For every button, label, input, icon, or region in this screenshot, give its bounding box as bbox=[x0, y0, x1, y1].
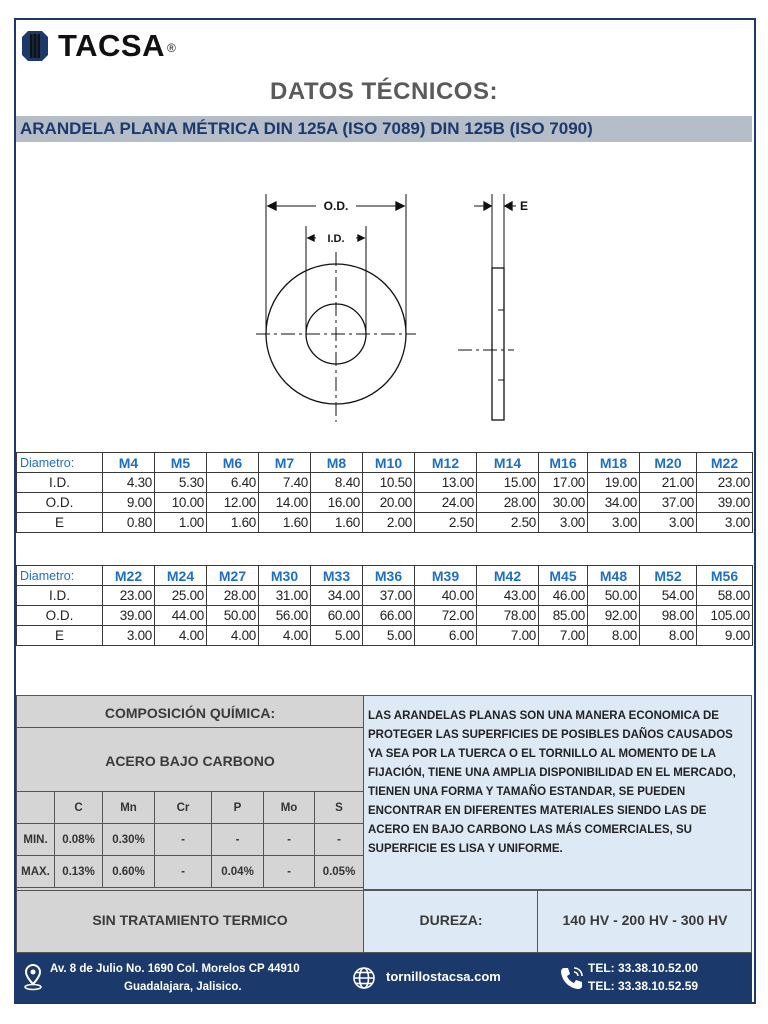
row-label: I.D. bbox=[17, 473, 103, 493]
dimension-value: 37.00 bbox=[640, 493, 697, 513]
dimension-value: 5.00 bbox=[311, 626, 363, 646]
registered-mark: ® bbox=[166, 41, 176, 55]
dimension-value: 10.50 bbox=[363, 473, 415, 493]
dimension-value: 4.00 bbox=[207, 626, 259, 646]
size-header: M8 bbox=[311, 453, 363, 473]
page-title: DATOS TÉCNICOS: bbox=[270, 78, 498, 105]
globe-icon bbox=[352, 966, 376, 990]
max-value: - bbox=[155, 856, 212, 888]
element-header: Mn bbox=[103, 792, 155, 824]
dimension-value: 2.50 bbox=[415, 513, 477, 533]
dimension-value: 105.00 bbox=[697, 606, 753, 626]
element-header: P bbox=[212, 792, 264, 824]
dimension-value: 9.00 bbox=[103, 493, 155, 513]
dimension-value: 1.60 bbox=[207, 513, 259, 533]
od-label: O.D. bbox=[323, 199, 349, 213]
dimension-value: 1.60 bbox=[311, 513, 363, 533]
address-line-1: Av. 8 de Julio No. 1690 Col. Morelos CP 44910 bbox=[50, 963, 300, 975]
heat-treatment: SIN TRATAMIENTO TERMICO bbox=[92, 912, 288, 928]
dimension-value: 5.30 bbox=[155, 473, 207, 493]
size-header: M33 bbox=[311, 566, 363, 586]
dimension-value: 20.00 bbox=[363, 493, 415, 513]
dimension-value: 78.00 bbox=[477, 606, 539, 626]
size-header: M14 bbox=[477, 453, 539, 473]
size-header: M52 bbox=[640, 566, 697, 586]
table-row bbox=[17, 626, 753, 646]
size-header: M18 bbox=[588, 453, 640, 473]
row-label: O.D. bbox=[17, 493, 103, 513]
product-subtitle: ARANDELA PLANA MÉTRICA DIN 125A (ISO 7089) DIN 125B (ISO 7090) bbox=[20, 119, 593, 138]
size-header: M22 bbox=[103, 566, 155, 586]
id-label: I.D. bbox=[327, 233, 345, 245]
dimension-value: 23.00 bbox=[103, 586, 155, 606]
dimension-value: 39.00 bbox=[103, 606, 155, 626]
dimension-value: 44.00 bbox=[155, 606, 207, 626]
size-header: M16 bbox=[539, 453, 588, 473]
size-header-row bbox=[17, 453, 753, 473]
dimension-value: 17.00 bbox=[539, 473, 588, 493]
phone-number-1[interactable]: TEL: 33.38.10.52.00 bbox=[588, 961, 699, 975]
dimension-value: 34.00 bbox=[311, 586, 363, 606]
max-value: 0.04% bbox=[212, 856, 264, 888]
dimension-value: 3.00 bbox=[640, 513, 697, 533]
chem-row-min bbox=[17, 824, 364, 856]
dimension-value: 8.40 bbox=[311, 473, 363, 493]
washer-diagram bbox=[250, 188, 530, 438]
dimension-value: 4.00 bbox=[155, 626, 207, 646]
dimension-value: 6.40 bbox=[207, 473, 259, 493]
dimension-value: 72.00 bbox=[415, 606, 477, 626]
size-header: M45 bbox=[539, 566, 588, 586]
hardness-label: DUREZA: bbox=[419, 912, 483, 928]
dimension-value: 30.00 bbox=[539, 493, 588, 513]
dimension-value: 25.00 bbox=[155, 586, 207, 606]
dimension-value: 98.00 bbox=[640, 606, 697, 626]
dimension-value: 8.00 bbox=[640, 626, 697, 646]
table-row bbox=[17, 473, 753, 493]
bolt-logo-icon bbox=[20, 29, 50, 63]
dimension-value: 43.00 bbox=[477, 586, 539, 606]
size-header: M22 bbox=[697, 453, 753, 473]
website-link[interactable]: tornillostacsa.com bbox=[386, 969, 501, 984]
dimension-value: 9.00 bbox=[697, 626, 753, 646]
material-name: ACERO BAJO CARBONO bbox=[105, 753, 275, 769]
row-label: O.D. bbox=[17, 606, 103, 626]
dimension-value: 28.00 bbox=[207, 586, 259, 606]
diameter-label: Diametro: bbox=[17, 453, 103, 473]
row-label: I.D. bbox=[17, 586, 103, 606]
dimension-value: 92.00 bbox=[588, 606, 640, 626]
dimension-value: 46.00 bbox=[539, 586, 588, 606]
size-header: M24 bbox=[155, 566, 207, 586]
dimension-value: 56.00 bbox=[259, 606, 311, 626]
product-description: LAS ARANDELAS PLANAS SON UNA MANERA ECONOMICA DE PROTEGER LAS SUPERFICIES DE POSIBLES DAÑOS CAUSADOS YA SEA POR LA TUERCA O EL TORNILLO AL MOMENTO DE LA FIJACIÓN, TIENE UNA AMPLIA DISPONIBILIDAD EN EL MERCADO, TIENEN UNA FORMA Y TAMAÑO ESTANDAR, SE PUEDEN ENCONTRAR EN DIFERENTES MATERIALES SIENDO LAS DE ACERO EN BAJO CARBONO LAS MÁS COMERCIALES, SU SUPERFICIE ES LISA Y UNIFORME. bbox=[368, 710, 736, 855]
footer bbox=[16, 953, 752, 1003]
element-header: S bbox=[315, 792, 364, 824]
dimension-value: 34.00 bbox=[588, 493, 640, 513]
size-header: M20 bbox=[640, 453, 697, 473]
address-line-2: Guadalajara, Jalisico. bbox=[124, 981, 242, 993]
row-label: E bbox=[17, 513, 103, 533]
specs-panel bbox=[16, 695, 752, 953]
phone-icon bbox=[558, 964, 586, 992]
max-value: - bbox=[264, 856, 315, 888]
size-header: M7 bbox=[259, 453, 311, 473]
size-header: M4 bbox=[103, 453, 155, 473]
min-value: - bbox=[315, 824, 364, 856]
size-header-row bbox=[17, 566, 753, 586]
table-row bbox=[17, 513, 753, 533]
dimension-value: 85.00 bbox=[539, 606, 588, 626]
dimension-value: 66.00 bbox=[363, 606, 415, 626]
table-row bbox=[17, 493, 753, 513]
dimension-value: 7.00 bbox=[477, 626, 539, 646]
chem-row-label bbox=[17, 792, 55, 824]
phone-number-2[interactable]: TEL: 33.38.10.52.59 bbox=[588, 979, 699, 993]
brand-name: TACSA bbox=[58, 28, 165, 63]
dimension-value: 16.00 bbox=[311, 493, 363, 513]
table-row bbox=[17, 606, 753, 626]
dimension-value: 12.00 bbox=[207, 493, 259, 513]
dimension-value: 3.00 bbox=[697, 513, 753, 533]
chemical-composition-table bbox=[16, 791, 364, 888]
dimension-value: 10.00 bbox=[155, 493, 207, 513]
min-value: 0.30% bbox=[103, 824, 155, 856]
dimension-value: 4.30 bbox=[103, 473, 155, 493]
max-value: 0.05% bbox=[315, 856, 364, 888]
element-header: Mo bbox=[264, 792, 315, 824]
size-header: M42 bbox=[477, 566, 539, 586]
dimension-value: 19.00 bbox=[588, 473, 640, 493]
dimension-value: 3.00 bbox=[588, 513, 640, 533]
hardness-value: 140 HV - 200 HV - 300 HV bbox=[562, 912, 728, 928]
dimension-value: 0.80 bbox=[103, 513, 155, 533]
dimension-value: 4.00 bbox=[259, 626, 311, 646]
chem-row-label: MIN. bbox=[17, 824, 55, 856]
dimension-value: 60.00 bbox=[311, 606, 363, 626]
dimension-value: 8.00 bbox=[588, 626, 640, 646]
size-header: M5 bbox=[155, 453, 207, 473]
diameter-label: Diametro: bbox=[17, 566, 103, 586]
min-value: - bbox=[212, 824, 264, 856]
size-header: M27 bbox=[207, 566, 259, 586]
dimension-value: 7.40 bbox=[259, 473, 311, 493]
dimension-value: 3.00 bbox=[103, 626, 155, 646]
composition-divider bbox=[16, 727, 364, 728]
size-header: M12 bbox=[415, 453, 477, 473]
size-header: M6 bbox=[207, 453, 259, 473]
dimension-value: 24.00 bbox=[415, 493, 477, 513]
size-header: M39 bbox=[415, 566, 477, 586]
dimension-value: 54.00 bbox=[640, 586, 697, 606]
size-header: M10 bbox=[363, 453, 415, 473]
dimension-value: 5.00 bbox=[363, 626, 415, 646]
size-header: M36 bbox=[363, 566, 415, 586]
dimension-value: 39.00 bbox=[697, 493, 753, 513]
dimension-value: 37.00 bbox=[363, 586, 415, 606]
table-row bbox=[17, 586, 753, 606]
dimension-value: 14.00 bbox=[259, 493, 311, 513]
dimension-value: 1.60 bbox=[259, 513, 311, 533]
dimension-value: 6.00 bbox=[415, 626, 477, 646]
dimension-value: 13.00 bbox=[415, 473, 477, 493]
chem-row-label: MAX. bbox=[17, 856, 55, 888]
dimension-value: 3.00 bbox=[539, 513, 588, 533]
max-value: 0.13% bbox=[55, 856, 103, 888]
dimension-value: 1.00 bbox=[155, 513, 207, 533]
dimension-value: 21.00 bbox=[640, 473, 697, 493]
dimension-value: 50.00 bbox=[207, 606, 259, 626]
size-header: M30 bbox=[259, 566, 311, 586]
dimension-value: 15.00 bbox=[477, 473, 539, 493]
dimension-value: 28.00 bbox=[477, 493, 539, 513]
washer-side-view bbox=[492, 268, 504, 420]
chem-row-max bbox=[17, 856, 364, 888]
location-pin-icon bbox=[22, 963, 44, 991]
dimension-value: 50.00 bbox=[588, 586, 640, 606]
size-header: M48 bbox=[588, 566, 640, 586]
min-value: - bbox=[155, 824, 212, 856]
chem-row-elements bbox=[17, 792, 364, 824]
element-header: Cr bbox=[155, 792, 212, 824]
dimension-value: 2.50 bbox=[477, 513, 539, 533]
min-value: 0.08% bbox=[55, 824, 103, 856]
dimension-value: 31.00 bbox=[259, 586, 311, 606]
element-header: C bbox=[55, 792, 103, 824]
dimension-value: 2.00 bbox=[363, 513, 415, 533]
dimension-value: 58.00 bbox=[697, 586, 753, 606]
dimensions-table-small bbox=[16, 452, 753, 533]
e-label: E bbox=[519, 199, 528, 213]
size-header: M56 bbox=[697, 566, 753, 586]
row-label: E bbox=[17, 626, 103, 646]
brand-logo bbox=[20, 26, 176, 66]
dimension-value: 40.00 bbox=[415, 586, 477, 606]
min-value: - bbox=[264, 824, 315, 856]
max-value: 0.60% bbox=[103, 856, 155, 888]
dimension-value: 23.00 bbox=[697, 473, 753, 493]
dimensions-table-large bbox=[16, 565, 753, 646]
dimension-value: 7.00 bbox=[539, 626, 588, 646]
composition-title: COMPOSICIÓN QUÍMICA: bbox=[104, 705, 276, 721]
